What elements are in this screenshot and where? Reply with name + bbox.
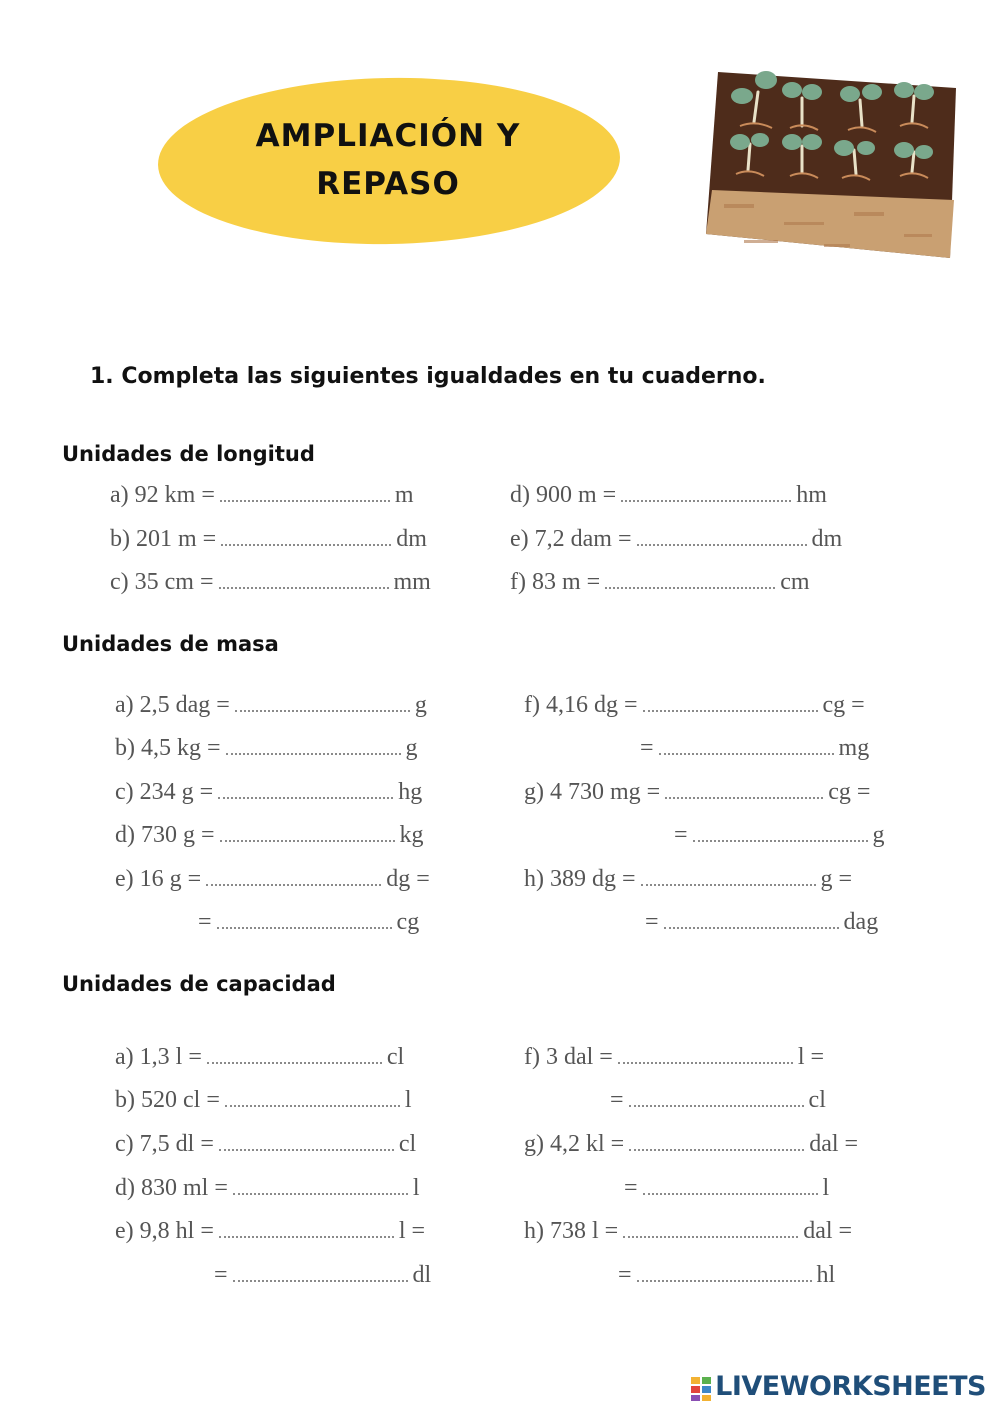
longitud-item-a — [110, 480, 414, 510]
item-unit: kg — [399, 822, 424, 848]
item-label: f) 3 dal = — [524, 1044, 613, 1070]
item-label: h) 389 dg = — [524, 866, 636, 892]
masa-item-g-cont — [674, 820, 885, 850]
item-label: d) 830 ml = — [115, 1175, 228, 1201]
capacidad-item-e-cont — [214, 1260, 431, 1290]
item-unit: dl — [412, 1262, 432, 1288]
item-unit: cl — [386, 1044, 405, 1070]
item-label: e) 7,2 dam = — [510, 526, 632, 552]
answer-blank[interactable] — [219, 1131, 394, 1151]
answer-blank[interactable] — [643, 1175, 818, 1195]
item-label: d) 900 m = — [510, 482, 617, 508]
capacidad-item-f — [524, 1042, 824, 1072]
item-label: g) 4,2 kl = — [524, 1131, 625, 1157]
capacidad-item-a — [115, 1042, 404, 1072]
item-label: = — [618, 1262, 632, 1288]
answer-blank[interactable] — [621, 482, 791, 502]
item-label: d) 730 g = — [115, 822, 215, 848]
item-label: = — [198, 909, 212, 935]
page-title — [188, 112, 588, 208]
answer-blank[interactable] — [664, 909, 839, 929]
item-unit: dm — [811, 526, 843, 552]
masa-item-h-cont — [645, 907, 878, 937]
item-unit: g — [405, 735, 418, 761]
item-unit: cg = — [828, 779, 871, 805]
item-unit: dg = — [386, 866, 430, 892]
title-line-1: AMPLIACIÓN Y — [255, 118, 521, 154]
section-heading-longitud: Unidades de longitud — [62, 442, 315, 466]
answer-blank[interactable] — [618, 1044, 793, 1064]
item-unit: cg = — [822, 692, 865, 718]
item-unit: cm — [780, 569, 810, 595]
answer-blank[interactable] — [637, 1262, 812, 1282]
answer-blank[interactable] — [233, 1262, 408, 1282]
answer-blank[interactable] — [235, 692, 410, 712]
capacidad-item-h-cont — [618, 1260, 835, 1290]
question-1-instruction: 1. Completa las siguientes igualdades en tu cuaderno. — [90, 364, 766, 389]
item-unit: cg — [396, 909, 420, 935]
masa-item-e-cont — [198, 907, 419, 937]
answer-blank[interactable] — [637, 526, 807, 546]
seedlings-garden-bed-icon — [704, 62, 960, 262]
answer-blank[interactable] — [225, 1087, 400, 1107]
item-unit: hl — [816, 1262, 836, 1288]
answer-blank[interactable] — [629, 1131, 804, 1151]
item-label: = — [610, 1087, 624, 1113]
item-unit: l — [822, 1175, 830, 1201]
masa-item-a — [115, 690, 427, 720]
item-label: c) 234 g = — [115, 779, 214, 805]
masa-item-d — [115, 820, 424, 850]
answer-blank[interactable] — [219, 569, 389, 589]
item-label: = — [674, 822, 688, 848]
item-label: = — [624, 1175, 638, 1201]
longitud-item-b — [110, 524, 427, 554]
item-label: h) 738 l = — [524, 1218, 619, 1244]
answer-blank[interactable] — [226, 735, 401, 755]
capacidad-item-b — [115, 1085, 412, 1115]
answer-blank[interactable] — [643, 692, 818, 712]
longitud-item-e — [510, 524, 842, 554]
answer-blank[interactable] — [207, 1044, 382, 1064]
item-label: c) 35 cm = — [110, 569, 214, 595]
answer-blank[interactable] — [641, 866, 816, 886]
section-heading-masa: Unidades de masa — [62, 632, 279, 656]
item-label: b) 201 m = — [110, 526, 217, 552]
item-unit: dal = — [803, 1218, 853, 1244]
masa-item-c — [115, 777, 422, 807]
item-unit: hm — [796, 482, 827, 508]
capacidad-item-h — [524, 1216, 852, 1246]
capacidad-item-g — [524, 1129, 858, 1159]
item-label: e) 16 g = — [115, 866, 202, 892]
item-unit: l — [412, 1175, 420, 1201]
item-unit: m — [394, 482, 414, 508]
item-unit: cl — [398, 1131, 417, 1157]
section-heading-capacidad: Unidades de capacidad — [62, 972, 336, 996]
item-unit: l = — [797, 1044, 825, 1070]
item-unit: l — [404, 1087, 412, 1113]
masa-item-f — [524, 690, 865, 720]
answer-blank[interactable] — [217, 909, 392, 929]
item-unit: dm — [396, 526, 427, 552]
answer-blank[interactable] — [218, 779, 393, 799]
item-unit: mg — [838, 735, 870, 761]
answer-blank[interactable] — [233, 1175, 408, 1195]
item-label: a) 92 km = — [110, 482, 215, 508]
item-label: f) 4,16 dg = — [524, 692, 638, 718]
masa-item-b — [115, 733, 418, 763]
answer-blank[interactable] — [665, 779, 823, 799]
answer-blank[interactable] — [659, 735, 834, 755]
item-label: = — [645, 909, 659, 935]
item-unit: cl — [808, 1087, 826, 1113]
item-unit: mm — [393, 569, 431, 595]
item-label: f) 83 m = — [510, 569, 601, 595]
longitud-item-d — [510, 480, 827, 510]
capacidad-item-d — [115, 1173, 420, 1203]
answer-blank[interactable] — [206, 866, 381, 886]
answer-blank[interactable] — [220, 482, 390, 502]
answer-blank[interactable] — [220, 822, 395, 842]
liveworksheets-brand[interactable]: LIVEWORKSHEETS — [715, 1371, 986, 1402]
masa-item-g — [524, 777, 870, 807]
answer-blank[interactable] — [629, 1087, 804, 1107]
item-unit: g = — [820, 866, 853, 892]
title-line-2: REPASO — [316, 166, 460, 202]
masa-item-e — [115, 864, 430, 894]
answer-blank[interactable] — [219, 1218, 394, 1238]
item-label: b) 4,5 kg = — [115, 735, 221, 761]
answer-blank[interactable] — [221, 526, 391, 546]
capacidad-item-c — [115, 1129, 416, 1159]
capacidad-item-g-cont — [624, 1173, 829, 1203]
longitud-item-c — [110, 567, 431, 597]
capacidad-item-f-cont — [610, 1085, 826, 1115]
masa-item-h — [524, 864, 852, 894]
item-label: e) 9,8 hl = — [115, 1218, 214, 1244]
capacidad-item-e — [115, 1216, 425, 1246]
item-label: = — [214, 1262, 228, 1288]
item-unit: l = — [398, 1218, 426, 1244]
item-unit: hg — [398, 779, 423, 805]
item-unit: g — [872, 822, 885, 848]
item-unit: dal = — [809, 1131, 859, 1157]
item-label: g) 4 730 mg = — [524, 779, 661, 805]
answer-blank[interactable] — [605, 569, 775, 589]
item-label: b) 520 cl = — [115, 1087, 220, 1113]
item-label: c) 7,5 dl = — [115, 1131, 214, 1157]
answer-blank[interactable] — [693, 822, 868, 842]
liveworksheets-logo-icon — [691, 1377, 711, 1401]
item-label: = — [640, 735, 654, 761]
item-unit: dag — [843, 909, 879, 935]
answer-blank[interactable] — [623, 1218, 798, 1238]
longitud-item-f — [510, 567, 810, 597]
item-label: a) 1,3 l = — [115, 1044, 202, 1070]
item-unit: g — [414, 692, 427, 718]
masa-item-f-cont — [640, 733, 869, 763]
item-label: a) 2,5 dag = — [115, 692, 230, 718]
